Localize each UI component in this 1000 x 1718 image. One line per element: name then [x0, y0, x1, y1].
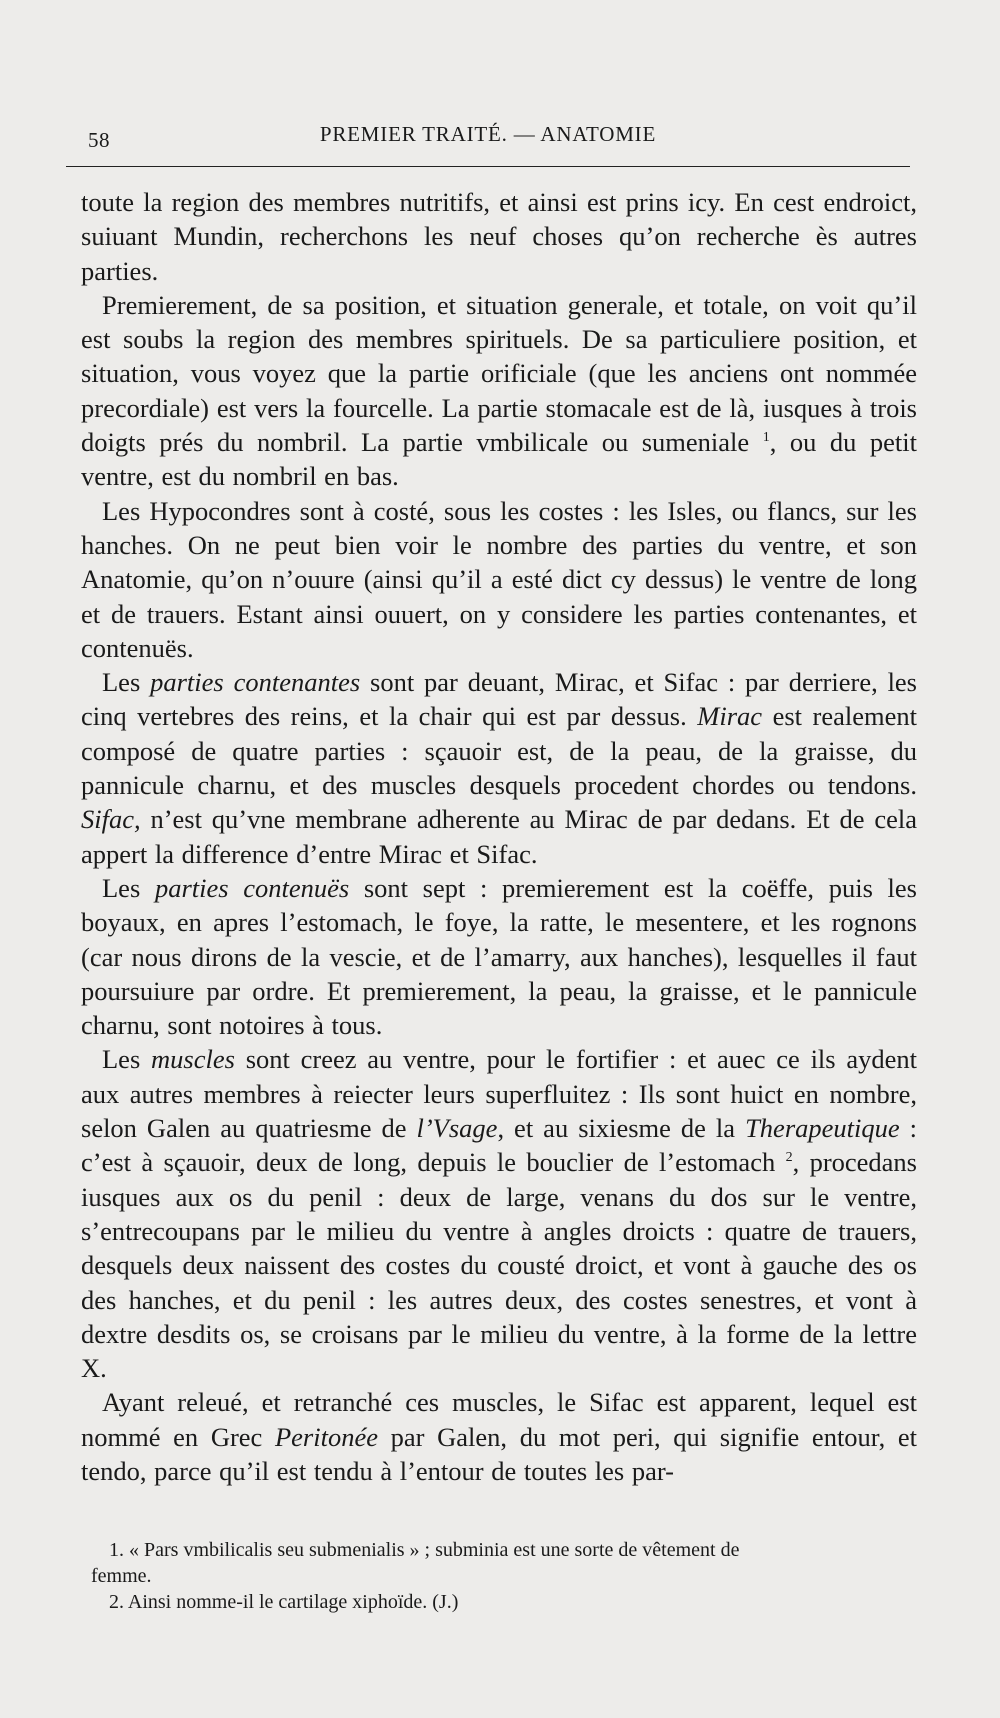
- text-run: , et au sixiesme de la: [497, 1113, 746, 1144]
- footnote-ref: 1: [762, 430, 770, 446]
- header-rule: [66, 166, 910, 167]
- italic-term: parties contenantes: [150, 667, 361, 698]
- body-text: [81, 185, 917, 1488]
- paragraph: [81, 288, 917, 494]
- italic-term: parties contenuës: [154, 872, 350, 903]
- italic-term: l’Vsage: [416, 1113, 498, 1144]
- italic-term: muscles: [151, 1044, 235, 1075]
- footnote: [81, 1537, 931, 1563]
- text-run: Ayant releué, et retranché ces muscles, le Sifac est apparent, lequel est nommé en Grec: [81, 1387, 917, 1452]
- running-title: PREMIER TRAITÉ. — ANATOMIE: [319, 122, 657, 146]
- footnote-text: Ainsi nomme-il le cartilage xiphoïde. (J.): [124, 1591, 459, 1613]
- text-run: toute la region des membres nutritifs, et ainsi est prins icy. En cest endroict, suiuant Mundin, recherchons les neuf choses qu’on recherche ès autres parties.: [81, 187, 917, 286]
- footnote-ref: 2: [785, 1150, 793, 1166]
- text-run: : c’est à sçauoir, deux de long, depuis le bouclier de l’estomach: [81, 1113, 917, 1178]
- text-run: Les: [102, 667, 151, 698]
- italic-term: Therapeutique: [745, 1113, 900, 1144]
- paragraph: [81, 1385, 917, 1488]
- paragraph: [81, 871, 917, 1042]
- text-run: , procedans iusques aux os du penil : deux de large, venans du dos sur le ventre, s’entrecoupans par le milieu du ventre à angles droicts : quatre de trauers, desquels deux naissent des costes du cousté droict, et vont à gauche des os des hanches, et du penil : les autres deux, des costes senestres, et vont à dextre desdits os, se croisans par le milieu du ventre, à la forme de la lettre X.: [81, 1147, 917, 1384]
- footnote-number: 1.: [109, 1539, 124, 1561]
- italic-term: Sifac,: [81, 804, 141, 835]
- text-run: Les Hypocondres sont à costé, sous les costes : les Isles, ou flancs, sur les hanches. On ne peut bien voir le nombre des parties du ventre, et son Anatomie, qu’on n’ouure (ainsi qu’il a esté dict cy dessus) le ventre de long et de trauers. Estant ainsi ouuert, on y considere les parties contenantes, et contenuës.: [81, 495, 917, 663]
- text-run: n’est qu’vne membrane adherente au Mirac de par dedans. Et de cela appert la difference d’entre Mirac et Sifac.: [81, 804, 917, 869]
- page-number: 58: [88, 128, 110, 152]
- paragraph: [81, 1042, 917, 1385]
- text-run: est realement composé de quatre parties : sçauoir est, de la peau, de la graisse, du pannicule charnu, et des muscles desquels procedent chordes ou tendons.: [81, 701, 917, 801]
- text-run: , ou du petit ventre, est du nombril en bas.: [81, 427, 917, 492]
- footnote: [81, 1589, 931, 1615]
- italic-term: Peritonée: [274, 1421, 378, 1452]
- text-run: Premierement, de sa position, et situation generale, et totale, on voit qu’il est soubs la region des membres spirituels. De sa particuliere position, et situation, vous voyez que la partie orificiale (que les anciens ont nommée precordiale) est vers la fourcelle. La partie stomacale est de là, iusques à trois doigts prés du nombril. La partie vmbilicale ou sumeniale: [81, 289, 917, 458]
- text-run: sont par deuant, Mirac, et Sifac : par derriere, les cinq vertebres des reins, et la chair qui est par dessus.: [81, 667, 917, 732]
- paragraph: [81, 494, 917, 665]
- text-run: Les: [102, 872, 155, 903]
- page-header: [66, 118, 910, 150]
- paragraph: [81, 185, 917, 288]
- footnote-text: « Pars vmbilicalis seu submenialis » ; subminia est une sorte de vêtement de: [124, 1539, 740, 1561]
- footnotes: [81, 1537, 931, 1615]
- footnote-continuation: femme.: [91, 1565, 152, 1587]
- italic-term: Mirac: [697, 701, 763, 732]
- text-run: Les: [102, 1044, 152, 1075]
- text-run: sont creez au ventre, pour le fortifier : et auec ce ils aydent aux autres membres à reiecter leurs superfluitez : Ils sont huict en nombre, selon Galen au quatriesme de: [81, 1044, 918, 1144]
- footnote-number: 2.: [109, 1591, 124, 1613]
- text-run: sont sept : premierement est la coëffe, puis les boyaux, en apres l’estomach, le foye, la ratte, le mesentere, et les rognons (car nous dirons de la vescie, et de l’amarry, aux hanches), lesquelles il faut poursuiure par ordre. Et premierement, la peau, la graisse, et le pannicule charnu, sont notoires à tous.: [81, 872, 917, 1041]
- text-run: par Galen, du mot peri, qui signifie entour, et tendo, parce qu’il est tendu à l’entour de toutes les par-: [81, 1421, 917, 1486]
- paragraph: [81, 665, 917, 871]
